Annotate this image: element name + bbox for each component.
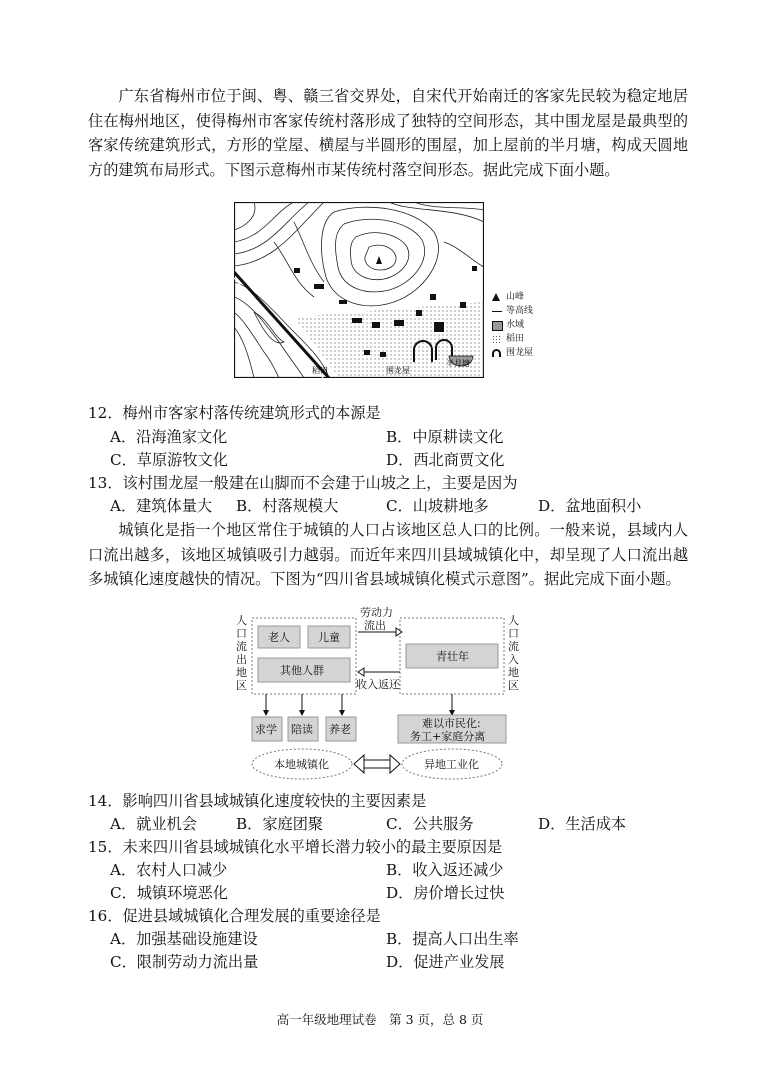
arrow-income-label: 收入返还 [356, 678, 400, 691]
q15-option-a[interactable]: A．农村人口减少 [110, 861, 228, 879]
q14-option-d[interactable]: D．生活成本 [538, 815, 627, 833]
passage-2: 城镇化是指一个地区常住于城镇的人口占该地区总人口的比例。一般来说，县域内人口流出越多，该地区城镇吸引力越弱。而近年来四川县域城镇化中，却呈现了人口流出越多城镇化速度越快的情况。下图为“四川省县域城镇化模式示意图”。据此完成下面小题。 [88, 521, 688, 588]
q15-option-c[interactable]: C．城镇环境恶化 [110, 884, 228, 902]
box-elderly: 养老 [329, 723, 351, 736]
question-15: 15．未来四川省县域城镇化水平增长潜力较小的最主要原因是 [88, 838, 503, 856]
legend-contour: 等高线 [506, 306, 534, 316]
q14-option-a[interactable]: A．就业机会 [110, 815, 197, 833]
q13-option-b[interactable]: B．村落规模大 [236, 497, 339, 515]
weilongwu-legend-icon [492, 349, 501, 357]
ellipse-remote: 异地工业化 [424, 758, 479, 771]
q13-option-a[interactable]: A．建筑体量大 [110, 497, 213, 515]
label-pond: 半月塘 [446, 359, 470, 368]
box-others: 其他人群 [280, 664, 324, 677]
passage-1: 广东省梅州市位于闽、粤、赣三省交界处，自宋代开始南迁的客家先民较为稳定地居住在梅州地区，使得梅州市客家传统村落形成了独特的空间形态，其中围龙屋是最典型的客家传统建筑形式，方形的堂屋、横屋与半圆形的围屋，加上屋前的半月塘，构成天圆地方的建筑布局形式。下图示意梅州市某传统村落空间形态。据此完成下面小题。 [88, 87, 688, 179]
legend-paddy: 稻田 [506, 334, 525, 344]
q16-option-b[interactable]: B．提高人口出生率 [386, 930, 519, 948]
left-region-label: 人口流出地区 [236, 614, 247, 692]
box-study: 求学 [255, 723, 277, 736]
legend-peak: 山峰 [506, 292, 525, 302]
map-legend [490, 290, 533, 360]
q14-option-b[interactable]: B．家庭团聚 [236, 815, 324, 833]
q16-option-a[interactable]: A．加强基础设施建设 [110, 930, 258, 948]
village-map [234, 202, 484, 378]
q12-option-b[interactable]: B．中原耕读文化 [386, 428, 504, 446]
q12-option-c[interactable]: C．草原游牧文化 [110, 451, 228, 469]
q13-option-d[interactable]: D．盆地面积小 [538, 497, 642, 515]
box-child: 儿童 [318, 631, 340, 644]
water-legend-icon [492, 321, 503, 331]
label-paddy: 稻田 [312, 366, 328, 375]
urbanization-diagram [230, 606, 530, 788]
question-12: 12．梅州市客家村落传统建筑形式的本源是 [88, 404, 381, 422]
q16-option-d[interactable]: D．促进产业发展 [386, 953, 505, 971]
q15-option-d[interactable]: D．房价增长过快 [386, 884, 505, 902]
right-region-label: 人口流入地区 [508, 614, 519, 692]
contour-legend-icon [492, 311, 502, 312]
q13-option-c[interactable]: C．山坡耕地多 [386, 497, 489, 515]
question-13: 13．该村围龙屋一般建在山脚而不会建于山坡之上，主要是因为 [88, 474, 518, 492]
label-weilongwu: 围龙屋 [386, 366, 410, 375]
page-footer: 高一年级地理试卷 第 3 页，总 8 页 [276, 1012, 484, 1027]
legend-water: 水域 [506, 320, 525, 330]
arrow-labor-label: 劳动力流出 [360, 606, 393, 632]
q15-option-b[interactable]: B．收入返还减少 [386, 861, 504, 879]
question-14: 14．影响四川省县域城镇化速度较快的主要因素是 [88, 792, 427, 810]
q14-option-c[interactable]: C．公共服务 [386, 815, 474, 833]
q12-option-d[interactable]: D．西北商贾文化 [386, 451, 505, 469]
q16-option-c[interactable]: C．限制劳动力流出量 [110, 953, 259, 971]
question-16: 16．促进县域城镇化合理发展的重要途径是 [88, 907, 381, 925]
paddy-legend-icon [492, 335, 501, 343]
legend-weilongwu: 围龙屋 [506, 348, 534, 358]
ellipse-local: 本地城镇化 [274, 758, 329, 771]
box-accompany: 陪读 [291, 723, 313, 736]
peak-legend-icon [492, 293, 500, 301]
q12-option-a[interactable]: A．沿海渔家文化 [110, 428, 228, 446]
box-difficult-2: 务工+家庭分离 [410, 730, 486, 743]
box-old: 老人 [268, 631, 290, 644]
box-youth: 青壮年 [436, 650, 469, 663]
box-difficult: 难以市民化: [422, 717, 481, 730]
